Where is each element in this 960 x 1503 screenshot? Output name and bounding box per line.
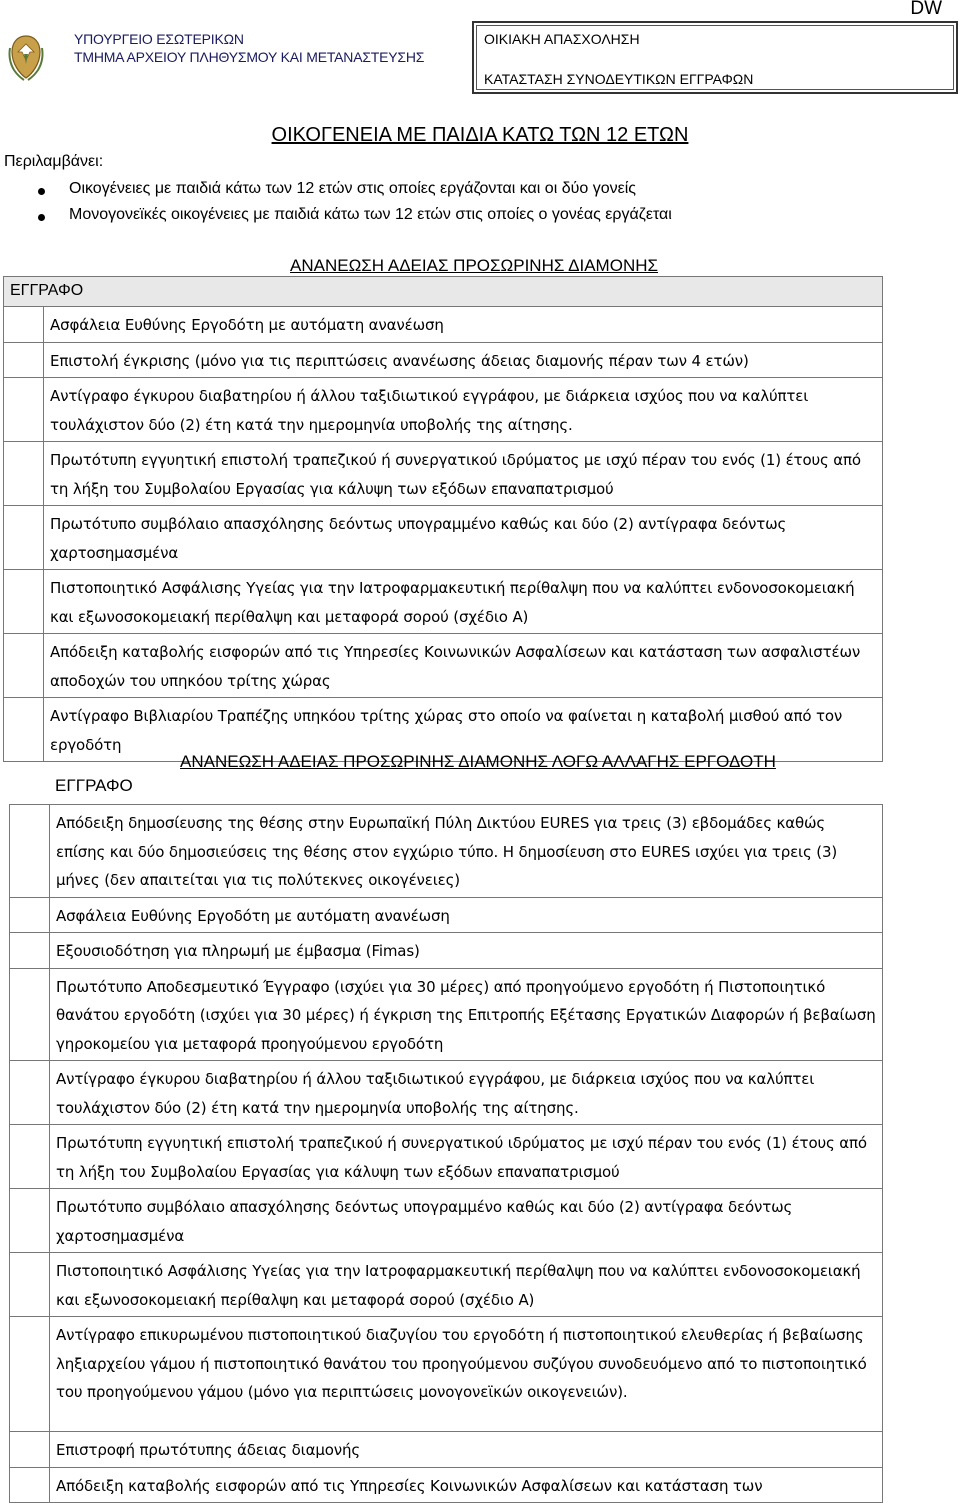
- header-box-line-2: ΚΑΤΑΣΤΑΣΗ ΣΥΝΟΔΕΥΤΙΚΩΝ ΕΓΓΡΑΦΩΝ: [484, 71, 754, 87]
- section-1-heading: [290, 256, 658, 276]
- header-box-line-1: ΟΙΚΙΑΚΗ ΑΠΑΣΧΟΛΗΣΗ: [484, 31, 640, 47]
- table-row: [4, 342, 883, 378]
- ministry-line-1: ΥΠΟΥΡΓΕΙΟ ΕΣΩΤΕΡΙΚΩΝ: [74, 31, 244, 47]
- section-1-table: [3, 276, 883, 762]
- table-row: [10, 805, 883, 898]
- ministry-line-2: ΤΜΗΜΑ ΑΡΧΕΙΟΥ ΠΛΗΘΥΣΜΟΥ ΚΑΙ ΜΕΤΑΝΑΣΤΕΥΣΗΣ: [74, 49, 425, 65]
- table-row: [10, 1125, 883, 1189]
- table-cell: Απόδειξη δημοσίευσης της θέσης στην Ευρωπαϊκή Πύλη Δικτύου EURES για τρεις (3) εβδομάδες καθώς επίσης και δύο δημοσιεύσεις της θέσης στον εγχώριο τύπο. Η δημοσίευση στο EURES ισχύει για τρεις (3) μήνες (δεν απαιτείται για τις πολύτεκνες οικογένειες): [50, 805, 883, 898]
- page-title: [0, 124, 960, 147]
- section-2-table: [9, 804, 883, 1503]
- table-header-row: [4, 277, 883, 307]
- table-cell: Πρωτότυπο Αποδεσμευτικό Έγγραφο (ισχύει για 30 μέρες) από προηγούμενο εργοδότη ή Πιστοποιητικό θανάτου εργοδότη (ισχύει για 30 μέρες) ή έγκριση της Επιτροπής Εξέτασης Εργατικών Διαφορών ή βεβαίωση γηροκομείου για μεταφορά προηγούμενου εργοδότη: [50, 968, 883, 1061]
- ministry-name: [74, 30, 424, 66]
- bullet-icon: [38, 188, 45, 195]
- table-row: [10, 1467, 883, 1503]
- table-row: [4, 570, 883, 634]
- table-row: [4, 378, 883, 442]
- section-2-heading: [180, 752, 776, 772]
- table-cell: Αντίγραφο Βιβλιαρίου Τραπέζης υπηκόου τρίτης χώρας στο οποίο να φαίνεται η καταβολή μισθού από τον εργοδότη: [44, 698, 883, 762]
- table-cell: Ασφάλεια Ευθύνης Εργοδότη με αυτόματη ανανέωση: [50, 897, 883, 933]
- table-row: [4, 307, 883, 343]
- table-cell: Πρωτότυπη εγγυητική επιστολή τραπεζικού ή συνεργατικού ιδρύματος με ισχύ πέραν του ενός (1) έτους από τη λήξη του Συμβολαίου Εργασίας για κάλυψη των εξόδων επαναπατρισμού: [44, 442, 883, 506]
- page-title-text: ΟΙΚΟΓΕΝΕΙΑ ΜΕ ΠΑΙΔΙΑ ΚΑΤΩ ΤΩΝ 12 ΕΤΩΝ: [271, 124, 689, 146]
- table-row: [10, 1253, 883, 1317]
- table-cell: Εξουσιοδότηση για πληρωμή με έμβασμα (Fimas): [50, 933, 883, 969]
- table-cell: Πιστοποιητικό Ασφάλισης Υγείας για την Ιατροφαρμακευτική περίθαλψη που να καλύπτει ενδονοσοκομειακή και εξωνοσοκομειακή περίθαλψη και μεταφορά σορού (σχέδιο Α): [50, 1253, 883, 1317]
- table-cell: Ασφάλεια Ευθύνης Εργοδότη με αυτόματη ανανέωση: [44, 307, 883, 343]
- table-row: [10, 897, 883, 933]
- table-row: [4, 506, 883, 570]
- table-row: [4, 442, 883, 506]
- coat-of-arms-icon: [6, 30, 46, 82]
- table-row: [10, 968, 883, 1061]
- bullet-text: Οικογένειες με παιδιά κάτω των 12 ετών στις οποίες εργάζονται και οι δύο γονείς: [69, 180, 636, 197]
- table-cell: Απόδειξη καταβολής εισφορών από τις Υπηρεσίες Κοινωνικών Ασφαλίσεων και κατάσταση των: [50, 1467, 883, 1503]
- table-row: [10, 1061, 883, 1125]
- bullet-icon: [38, 214, 45, 221]
- table-row: [4, 634, 883, 698]
- table-row: [10, 1189, 883, 1253]
- table-cell: Αντίγραφο έγκυρου διαβατηρίου ή άλλου ταξιδιωτικού εγγράφου, με διάρκεια ισχύος που να καλύπτει τουλάχιστον δύο (2) έτη κατά την ημερομηνία υποβολής της αίτησης.: [44, 378, 883, 442]
- table-row: [10, 1432, 883, 1468]
- table-cell: Αντίγραφο επικυρωμένου πιστοποιητικού διαζυγίου του εργοδότη ή πιστοποιητικού ελευθερίας ή βεβαίωσης ληξιαρχείου γάμου ή πιστοποιητικό θανάτου του προηγούμενου συζύγου συνοδευόμενο από το πιστοποιητικό του προηγούμενου γάμου (μόνο για περιπτώσεις μονογονεϊκών οικογενειών).: [50, 1317, 883, 1432]
- column-header: ΕΓΓΡΑΦΟ: [4, 277, 883, 307]
- table-cell: Επιστολή έγκρισης (μόνο για τις περιπτώσεις ανανέωσης άδειας διαμονής πέραν των 4 ετών): [44, 342, 883, 378]
- table-cell: Αντίγραφο έγκυρου διαβατηρίου ή άλλου ταξιδιωτικού εγγράφου, με διάρκεια ισχύος που να καλύπτει τουλάχιστον δύο (2) έτη κατά την ημερομηνία υποβολής της αίτησης.: [50, 1061, 883, 1125]
- table-cell: Πιστοποιητικό Ασφάλισης Υγείας για την Ιατροφαρμακευτική περίθαλψη που να καλύπτει ενδονοσοκομειακή και εξωνοσοκομειακή περίθαλψη και μεταφορά σορού (σχέδιο Α): [44, 570, 883, 634]
- column-header: ΕΓΓΡΑΦΟ: [55, 776, 133, 795]
- table-cell: Πρωτότυπη εγγυητική επιστολή τραπεζικού ή συνεργατικού ιδρύματος με ισχύ πέραν του ενός (1) έτους από τη λήξη του Συμβολαίου Εργασίας για κάλυψη των εξόδων επαναπατρισμού: [50, 1125, 883, 1189]
- table-cell: Πρωτότυπο συμβόλαιο απασχόλησης δεόντως υπογραμμένο καθώς και δύο (2) αντίγραφα δεόντως χαρτοσημασμένα: [50, 1189, 883, 1253]
- table-cell: Επιστροφή πρωτότυπης άδειας διαμονής: [50, 1432, 883, 1468]
- table-cell: Απόδειξη καταβολής εισφορών από τις Υπηρεσίες Κοινωνικών Ασφαλίσεων και κατάσταση των ασφαλιστέων αποδοχών του υπηκόου τρίτης χώρας: [44, 634, 883, 698]
- table-row: [10, 1317, 883, 1432]
- document-code: DW: [910, 0, 942, 19]
- section-2-heading-text: ΑΝΑΝΕΩΣΗ ΑΔΕΙΑΣ ΠΡΟΣΩΡΙΝΗΣ ΔΙΑΜΟΝΗΣ ΛΟΓΩ ΑΛΛΑΓΗΣ ΕΡΓΟΔΟΤΗ: [180, 752, 776, 771]
- table-row: [10, 933, 883, 969]
- table-cell: Πρωτότυπο συμβόλαιο απασχόλησης δεόντως υπογραμμένο καθώς και δύο (2) αντίγραφα δεόντως χαρτοσημασμένα: [44, 506, 883, 570]
- includes-label: Περιλαμβάνει:: [4, 153, 104, 170]
- section-1-heading-text: ΑΝΑΝΕΩΣΗ ΑΔΕΙΑΣ ΠΡΟΣΩΡΙΝΗΣ ΔΙΑΜΟΝΗΣ: [290, 256, 659, 275]
- bullet-text: Μονογονεϊκές οικογένειες με παιδιά κάτω των 12 ετών στις οποίες ο γονέας εργάζεται: [69, 206, 672, 223]
